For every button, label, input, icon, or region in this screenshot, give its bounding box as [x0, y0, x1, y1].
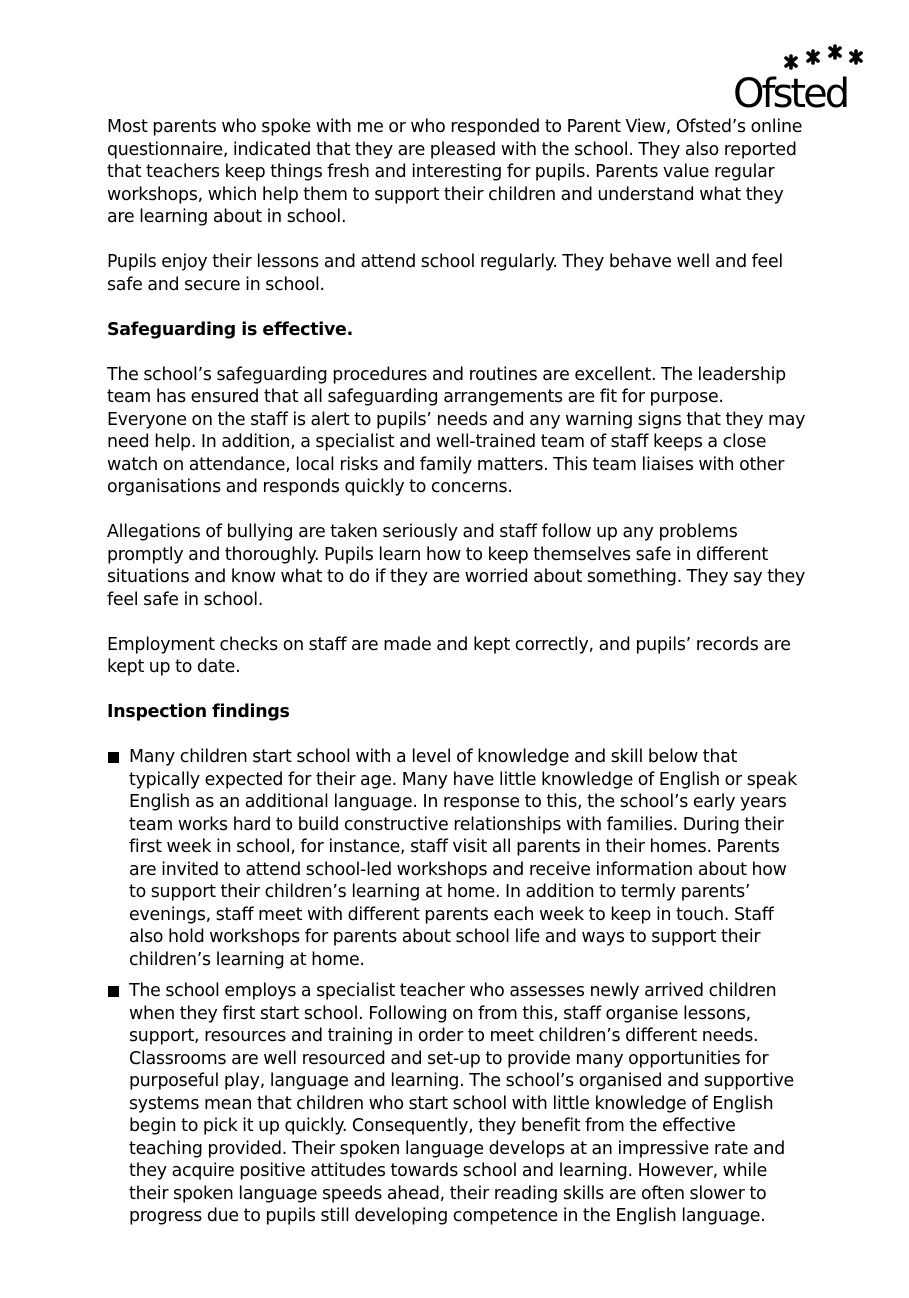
- paragraph-employment-checks: Employment checks on staff are made and kept correctly, and pupils’ records are kept up to date.: [107, 634, 791, 677]
- finding-text: The school employs a specialist teacher who assesses newly arrived children when they first start school. Following on from this, staff organise lessons, support, resources and training in order to meet children’s different needs. Classrooms are well resourced and set-up to provide many opportunities for purposeful play, language and learning. The school’s organised and supportive systems mean that children who start school with little knowledge of English begin to pick it up quickly. Consequently, they benefit from the effective teaching provided. Their spoken language develops at an impressive rate and they acquire positive attitudes towards school and learning. However, while their spoken language speeds ahead, their reading skills are often slower to progress due to pupils still developing competence in the English language.: [129, 981, 794, 1226]
- paragraph-bullying: Allegations of bullying are taken seriously and staff follow up any problems promptly and thoroughly. Pupils learn how to keep themselves safe in different situations and know what to do if they are worried about something. They say they feel safe in school.: [107, 522, 806, 610]
- square-bullet-icon: [108, 752, 119, 763]
- inspection-findings-heading: Inspection findings: [107, 702, 290, 722]
- report-content: [107, 116, 807, 1237]
- ofsted-logo-graphic: [733, 42, 865, 112]
- logo-wordmark: Ofsted: [733, 71, 848, 112]
- paragraph-pupils: Pupils enjoy their lessons and attend school regularly. They behave well and feel safe and secure in school.: [107, 252, 783, 295]
- ofsted-logo: [733, 42, 865, 112]
- safeguarding-heading: Safeguarding is effective.: [107, 319, 353, 340]
- list-item: [107, 980, 807, 1228]
- finding-text: Many children start school with a level of knowledge and skill below that typically expected for their age. Many have little knowledge of English or speak English as an additional language. In response to this, the school’s early years team works hard to build constructive relationships with families. During their first week in school, for instance, staff visit all parents in their homes. Parents are invited to attend school-led workshops and receive information about how to support their children’s learning at home. In addition to termly parents’ evenings, staff meet with different parents each week to keep in touch. Staff also hold workshops for parents about school life and ways to support their children’s learning at home.: [129, 747, 798, 970]
- list-item: [107, 746, 807, 971]
- paragraph-safeguarding-procedures: The school’s safeguarding procedures and routines are excellent. The leadership team has ensured that all safeguarding arrangements are fit for purpose. Everyone on the staff is alert to pupils’ needs and any warning signs that they may need help. In addition, a specialist and well-trained team of staff keeps a close watch on attendance, local risks and family matters. This team liaises with other organisations and responds quickly to concerns.: [107, 364, 806, 497]
- inspection-findings-list: [107, 746, 807, 1228]
- paragraph-parents: Most parents who spoke with me or who responded to Parent View, Ofsted’s online questionnaire, indicated that they are pleased with the school. They also reported that teachers keep things fresh and interesting for pupils. Parents value regular workshops, which help them to support their children and understand what they are learning about in school.: [107, 117, 803, 227]
- logo-stars-icon: [786, 46, 861, 68]
- square-bullet-icon: [108, 986, 119, 997]
